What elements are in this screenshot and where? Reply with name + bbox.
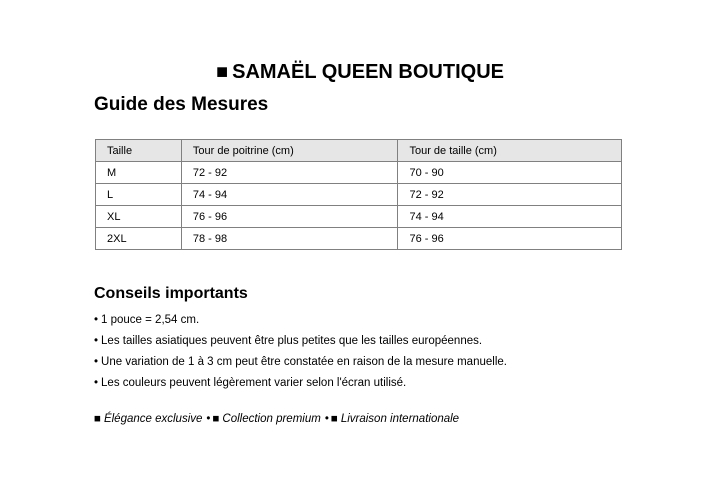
table-row [96, 228, 622, 250]
tip-text: Les couleurs peuvent légèrement varier selon l'écran utilisé. [101, 377, 407, 389]
chest-cell: 74 - 94 [181, 184, 398, 206]
size-table [95, 139, 622, 250]
square-icon: ■ [330, 413, 338, 425]
footer-item: Élégance exclusive [103, 413, 203, 425]
table-header-row [96, 140, 622, 162]
tips-list [94, 311, 507, 395]
tip-text: 1 pouce = 2,54 cm. [101, 314, 200, 326]
tip-text: Une variation de 1 à 3 cm peut être constatée en raison de la mesure manuelle. [101, 356, 507, 368]
page-title: Guide des Mesures [94, 94, 269, 115]
bullet-icon: • [94, 356, 99, 368]
waist-cell: 74 - 94 [398, 206, 622, 228]
list-item [94, 353, 507, 374]
size-cell: M [96, 162, 182, 184]
size-cell: XL [96, 206, 182, 228]
square-icon: ■ [216, 61, 229, 83]
waist-cell: 70 - 90 [398, 162, 622, 184]
size-cell: 2XL [96, 228, 182, 250]
chest-cell: 78 - 98 [181, 228, 398, 250]
waist-cell: 72 - 92 [398, 184, 622, 206]
chest-cell: 72 - 92 [181, 162, 398, 184]
list-item [94, 374, 507, 395]
separator-dot: • [324, 413, 329, 425]
chest-cell: 76 - 96 [181, 206, 398, 228]
footer-tagline [94, 411, 459, 427]
brand-name: SAMAËL QUEEN BOUTIQUE [232, 61, 504, 83]
column-header-chest: Tour de poitrine (cm) [181, 140, 398, 162]
size-cell: L [96, 184, 182, 206]
square-icon: ■ [212, 413, 220, 425]
table-row [96, 206, 622, 228]
table-row [96, 162, 622, 184]
square-icon: ■ [94, 413, 101, 425]
table-row [96, 184, 622, 206]
column-header-size: Taille [96, 140, 182, 162]
list-item [94, 332, 507, 353]
bullet-icon: • [94, 314, 99, 326]
column-header-waist: Tour de taille (cm) [398, 140, 622, 162]
separator-dot: • [206, 413, 211, 425]
waist-cell: 76 - 96 [398, 228, 622, 250]
bullet-icon: • [94, 377, 99, 389]
bullet-icon: • [94, 335, 99, 347]
footer-item: Livraison internationale [340, 413, 460, 425]
tips-title: Conseils importants [94, 285, 248, 302]
footer-item: Collection premium [222, 413, 321, 425]
brand-header [0, 60, 720, 84]
tip-text: Les tailles asiatiques peuvent être plus petites que les tailles européennes. [101, 335, 483, 347]
list-item [94, 311, 507, 332]
